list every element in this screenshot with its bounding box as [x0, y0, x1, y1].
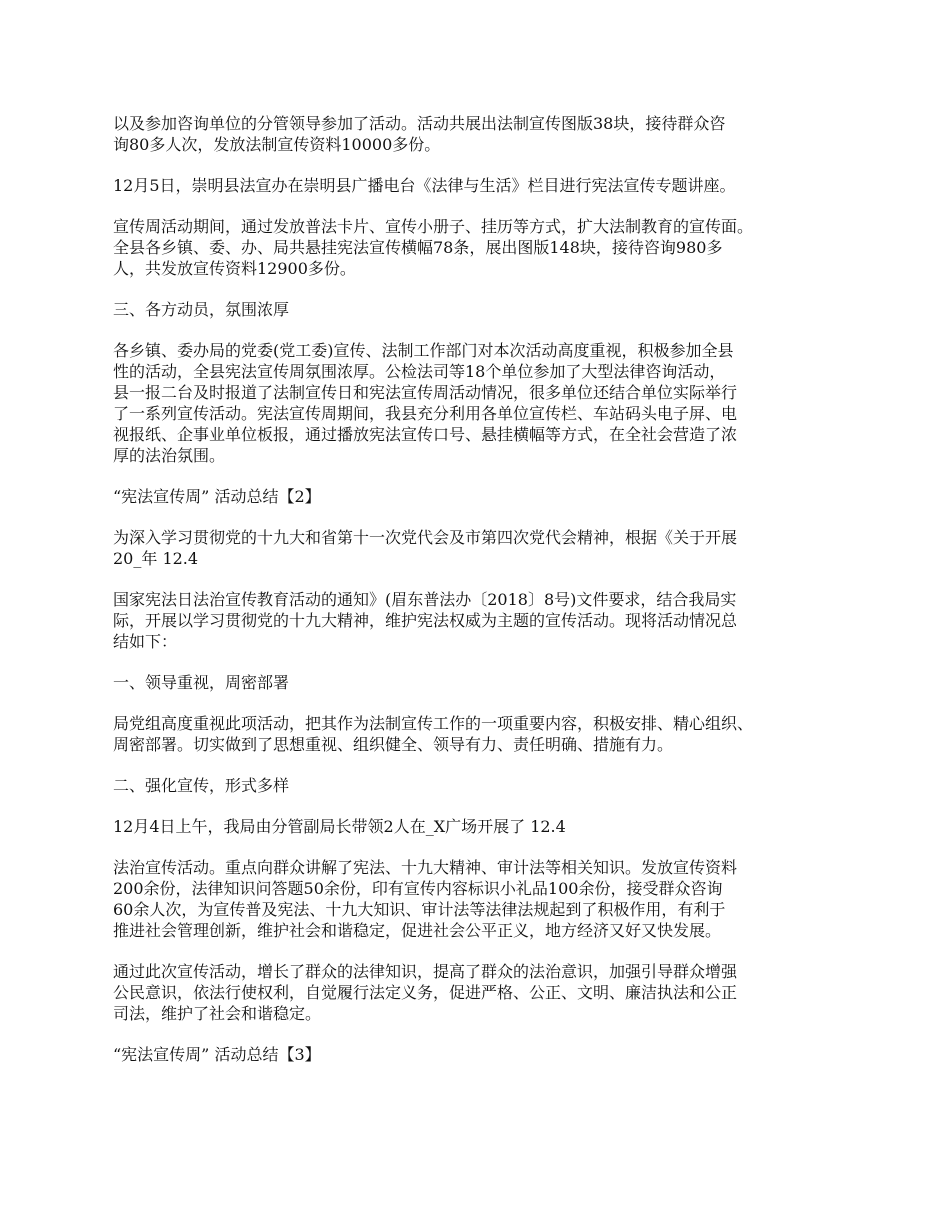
paragraph — [113, 527, 853, 569]
paragraph — [113, 216, 853, 279]
paragraph — [113, 857, 853, 941]
text-line: 三、各方动员，氛围浓厚 — [113, 300, 290, 319]
text-line: 视报纸、企事业单位板报，通过播放宪法宣传口号、悬挂横幅等方式，在全社会营造了浓 — [113, 425, 738, 444]
paragraph — [113, 340, 853, 466]
text-line: 结如下： — [113, 632, 178, 651]
text-line: “宪法宣传周” 活动总结【2】 — [113, 487, 321, 506]
text-line: 国家宪法日法治宣传教育活动的通知》(眉东普法办〔2018〕8号)文件要求，结合我局实 — [113, 590, 737, 609]
text-line: 局党组高度重视此项活动，把其作为法制宣传工作的一项重要内容，积极安排、精心组织、 — [113, 714, 754, 733]
text-line: 公民意识，依法行使权利，自觉履行法定义务，促进严格、公正、文明、廉洁执法和公正 — [113, 983, 738, 1002]
text-line: 法治宣传活动。重点向群众讲解了宪法、十九大精神、审计法等相关知识。发放宣传资料 — [113, 858, 738, 877]
text-line: 20_年 12.4 — [113, 549, 199, 568]
text-line: 了一系列宣传活动。宪法宣传周期间，我县充分利用各单位宣传栏、车站码头电子屏、电 — [113, 404, 738, 423]
paragraph — [113, 816, 853, 837]
text-line: 县一报二台及时报道了法制宣传日和宪法宣传周活动情况，很多单位还结合单位实际举行 — [113, 383, 738, 402]
paragraph — [113, 113, 853, 155]
paragraph — [113, 1044, 853, 1065]
text-line: 宣传周活动期间，通过发放普法卡片、宣传小册子、挂历等方式，扩大法制教育的宣传面。 — [113, 217, 754, 236]
paragraph — [113, 175, 853, 196]
text-line: 通过此次宣传活动，增长了群众的法律知识，提高了群众的法治意识，加强引导群众增强 — [113, 962, 738, 981]
paragraph — [113, 672, 853, 693]
text-line: 12月4日上午，我局由分管副局长带领2人在_X广场开展了 12.4 — [113, 817, 566, 836]
text-line: 200余份，法律知识问答题50余份，印有宣传内容标识小礼品100余份，接受群众咨询 — [113, 879, 723, 898]
paragraph — [113, 299, 853, 320]
text-line: 二、强化宣传，形式多样 — [113, 776, 290, 795]
text-line: 60余人次，为宣传普及宪法、十九大知识、审计法等法律法规起到了积极作用，有利于 — [113, 900, 726, 919]
text-line: 性的活动，全县宪法宣传周氛围浓厚。公检法司等18个单位参加了大型法律咨询活动， — [113, 362, 726, 381]
paragraph — [113, 775, 853, 796]
document-body — [113, 113, 853, 1085]
text-line: 各乡镇、委办局的党委(党工委)宣传、法制工作部门对本次活动高度重视，积极参加全县 — [113, 341, 734, 360]
text-line: 厚的法治氛围。 — [113, 446, 226, 465]
paragraph — [113, 486, 853, 507]
text-line: “宪法宣传周” 活动总结【3】 — [113, 1045, 321, 1064]
text-line: 12月5日，崇明县法宣办在崇明县广播电台《法律与生活》栏目进行宪法宣传专题讲座。 — [113, 176, 736, 195]
text-line: 推进社会管理创新，维护社会和谐稳定，促进社会公平正义，地方经济又好又快发展。 — [113, 921, 722, 940]
paragraph — [113, 713, 853, 755]
text-line: 周密部署。切实做到了思想重视、组织健全、领导有力、责任明确、措施有力。 — [113, 735, 674, 754]
text-line: 以及参加咨询单位的分管领导参加了活动。活动共展出法制宣传图版38块，接待群众咨 — [113, 114, 726, 133]
text-line: 全县各乡镇、委、办、局共悬挂宪法宣传横幅78条，展出图版148块，接待咨询980多 — [113, 238, 723, 257]
paragraph — [113, 589, 853, 652]
paragraph — [113, 961, 853, 1024]
text-line: 际，开展以学习贯彻党的十九大精神，维护宪法权威为主题的宣传活动。现将活动情况总 — [113, 611, 738, 630]
text-line: 询80多人次，发放法制宣传资料10000多份。 — [113, 135, 441, 154]
text-line: 一、领导重视，周密部署 — [113, 673, 290, 692]
text-line: 人，共发放宣传资料12900多份。 — [113, 259, 356, 278]
text-line: 为深入学习贯彻党的十九大和省第十一次党代会及市第四次党代会精神，根据《关于开展 — [113, 528, 738, 547]
text-line: 司法，维护了社会和谐稳定。 — [113, 1004, 322, 1023]
